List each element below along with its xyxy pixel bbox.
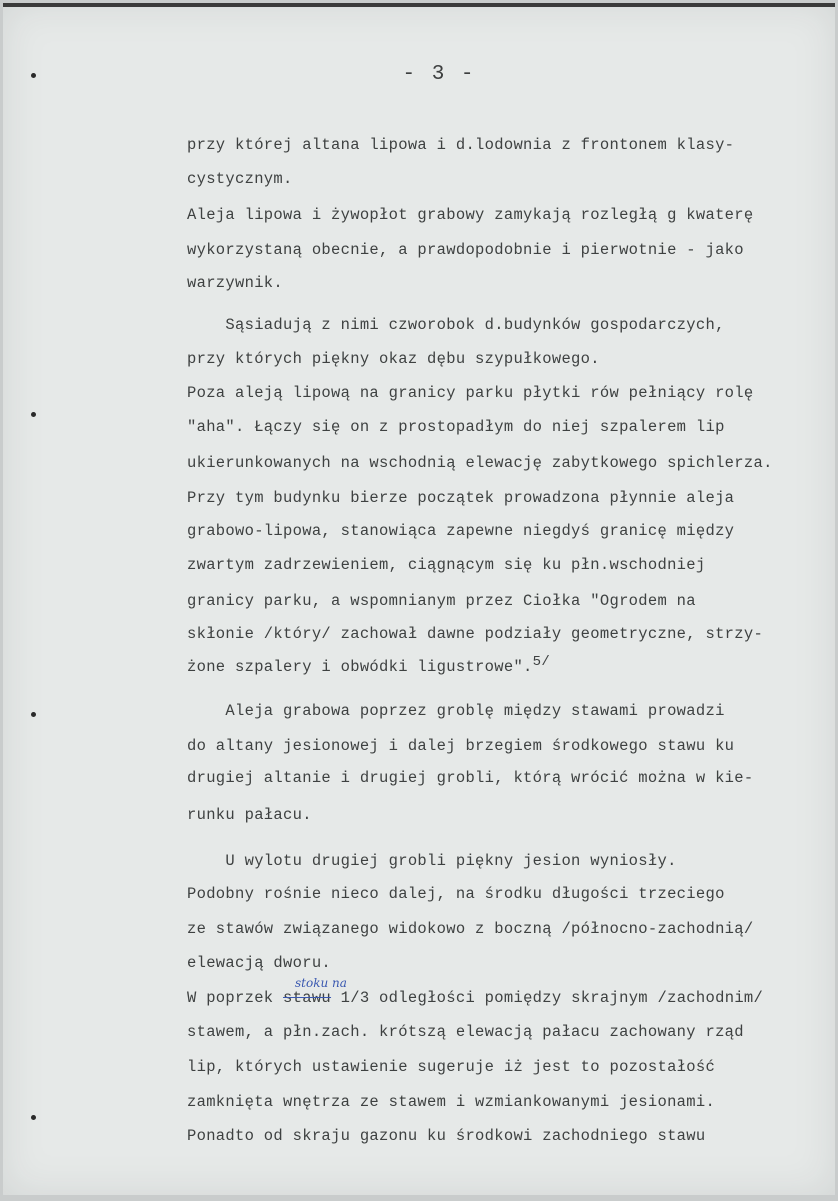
text-line: przy których piękny okaz dębu szypułkowego. (187, 350, 600, 368)
page-top-edge (3, 3, 835, 7)
text-line: elewacją dworu. (187, 954, 332, 972)
text-line: Aleja grabowa poprzez groblę między stawami prowadzi (187, 702, 725, 720)
text-line: Ponadto od skraju gazonu ku środkowi zachodniego stawu (187, 1127, 706, 1145)
text-line: U wylotu drugiej grobli piękny jesion wyniosły. (187, 852, 677, 870)
text-line: do altany jesionowej i dalej brzegiem środkowego stawu ku (187, 737, 735, 755)
text-line: stawem, a płn.zach. krótszą elewacją pałacu zachowany rząd (187, 1023, 744, 1041)
footnote-mark: 5/ (532, 654, 551, 670)
text-line: warzywnik. (187, 274, 284, 292)
struck-word: stawu (283, 989, 332, 1007)
text-line-content: 1/3 odległości pomiędzy skrajnym /zachodnim/ (340, 989, 764, 1007)
text-line: lip, których ustawienie sugeruje iż jest to pozostałość (187, 1058, 716, 1076)
page-number: - 3 - (402, 63, 476, 86)
text-line: runku pałacu. (187, 806, 312, 824)
text-line: Podobny rośnie nieco dalej, na środku długości trzeciego (187, 885, 725, 903)
punch-hole (31, 412, 36, 417)
punch-hole (31, 712, 36, 717)
text-line: cystycznym. (187, 170, 293, 188)
text-line: granicy parku, a wspomnianym przez Ciołka "Ogrodem na (187, 592, 696, 610)
text-line: wykorzystaną obecnie, a prawdopodobnie i pierwotnie - jako (187, 241, 744, 259)
text-line: Przy tym budynku bierze początek prowadzona płynnie aleja (187, 489, 735, 507)
text-line: drugiej altanie i drugiej grobli, którą wrócić można w kie- (187, 769, 754, 787)
handwritten-insert: stoku na (295, 976, 347, 990)
text-line-prefix: W poprzek (187, 989, 274, 1007)
text-line: Poza aleją lipową na granicy parku płytki rów pełniący rolę (187, 384, 754, 402)
punch-hole (31, 1115, 36, 1120)
text-line: Sąsiadują z nimi czworobok d.budynków gospodarczych, (187, 316, 725, 334)
document-page (3, 3, 835, 1195)
text-line: zamknięta wnętrza ze stawem i wzmiankowanymi jesionami. (187, 1093, 716, 1111)
text-line: skłonie /który/ zachował dawne podziały geometryczne, strzy- (187, 625, 764, 643)
text-line: przy której altana lipowa i d.lodownia z frontonem klasy- (187, 136, 735, 154)
text-line (187, 989, 763, 1007)
text-line: ukierunkowanych na wschodnią elewację zabytkowego spichlerza. (187, 454, 773, 472)
text-line: Aleja lipowa i żywopłot grabowy zamykają rozległą g kwaterę (187, 206, 754, 224)
text-line-content: żone szpalery i obwódki ligustrowe". (187, 658, 533, 676)
text-line (187, 654, 551, 676)
text-line: zwartym zadrzewieniem, ciągnącym się ku płn.wschodniej (187, 556, 706, 574)
text-line: grabowo-lipowa, stanowiąca zapewne niegdyś granicę między (187, 522, 735, 540)
text-line: ze stawów związanego widokowo z boczną /północno-zachodnią/ (187, 920, 754, 938)
text-line: "aha". Łączy się on z prostopadłym do niej szpalerem lip (187, 418, 725, 436)
